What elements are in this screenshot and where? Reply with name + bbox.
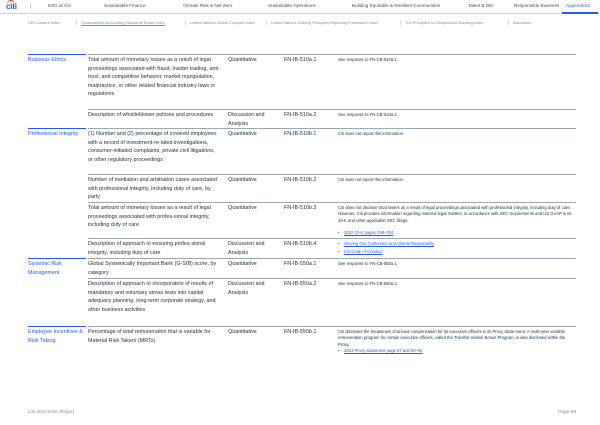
- metric-code: FN-IB-550a.1: [284, 261, 317, 267]
- metric-text: Description of whistleblower policies and procedures: [88, 112, 214, 118]
- metric-category: Quantitative: [228, 57, 257, 63]
- metric-text: Percentage of total remuneration that is variable for Material Risk Takers (MRTs): [88, 329, 211, 344]
- nav-item-climate-risk[interactable]: Climate Risk & Net Zero: [183, 3, 233, 8]
- bullet-icon: •: [338, 249, 340, 254]
- metric-text: (1) Number and (2) percentage of covered employees with a record of investment-re-lated investigations, consumer-initiated complaints, private civil litigations, or other regulatory proceedings: [88, 131, 217, 163]
- link-10k[interactable]: • 2022 10-K pages 298–304: [338, 230, 394, 235]
- sub-nav-divider: [266, 21, 267, 25]
- row-rule: [88, 278, 576, 279]
- nav-item-sustainable-operations[interactable]: Sustainable Operations: [268, 3, 316, 8]
- category-rule: [28, 258, 86, 259]
- link-code-of-conduct[interactable]: • Citi Code of Conduct: [338, 249, 383, 254]
- metric-category: Discussion and Analysis: [228, 112, 265, 127]
- category-label: Employee Incentives & Risk Taking: [28, 329, 83, 344]
- nav-item-sustainable-finance[interactable]: Sustainable Finance: [104, 3, 146, 8]
- metric-category: Quantitative: [228, 205, 257, 211]
- metric-code: FN-IB-510b.1: [284, 131, 317, 137]
- sub-nav-divider: [508, 21, 509, 25]
- response-text: Citi does not report this information.: [338, 177, 405, 182]
- sub-nav-assurance[interactable]: Assurance: [513, 20, 532, 25]
- active-tab-indicator: [562, 12, 598, 14]
- metric-text: Description of approach to incorporation of results of mandatory and voluntary stress tests into capital adequacy planning, long-term corporate strategy, and other business activities: [88, 281, 216, 313]
- sub-nav: [0, 20, 600, 28]
- category-label: Professional Integrity: [28, 131, 79, 137]
- metric-category: Quantitative: [228, 131, 257, 137]
- logo-text: citi: [6, 2, 17, 11]
- response-text: See response to FN-CB-510a.2.: [338, 112, 398, 117]
- footer-report-title: Citi 2022 ESG Report: [28, 410, 75, 415]
- nav-item-communities[interactable]: Building Equitable & Resilient Communities: [352, 3, 441, 8]
- bullet-icon: •: [338, 230, 340, 235]
- metric-code: FN-IB-510b.4: [284, 241, 317, 247]
- metric-code: FN-IB-550b.1: [284, 329, 317, 335]
- category-rule: [28, 128, 86, 129]
- nav-item-talent-dei[interactable]: Talent & DEI: [468, 3, 494, 8]
- metric-text: Global Systemically Important Bank (G-SIB) score, by category: [88, 261, 217, 276]
- metric-code: FN-IB-510b.2: [284, 177, 317, 183]
- bullet-icon: •: [338, 241, 340, 246]
- metric-code: FN-IB-510b.3: [284, 205, 317, 211]
- sub-nav-divider: [185, 21, 186, 25]
- response-text: Citi does not report this information.: [338, 131, 405, 136]
- response-text: Citi does not disclose total losses as a result of legal proceedings associated with professional integrity, including duty of care. However, Citi provides information regarding material legal matters, in accordance with SEC requirements and US GAAP in its 10-K and other applicable SEC filings.: [338, 205, 572, 223]
- row-rule: [88, 174, 576, 175]
- response-text: See response to FN-CB-550a.2.: [338, 281, 398, 286]
- link-serving-customers[interactable]: • Serving Our Customers and Clients Responsibly: [338, 241, 434, 246]
- metric-text: Total amount of monetary losses as a result of legal proceedings associated with fraud, insider trading, anti-trust, anti-competitive behavior, market manipulation, malpractice, or other related financial industry laws or regulations: [88, 57, 220, 98]
- category-label: Business Ethics: [28, 57, 67, 63]
- sub-nav-prb[interactable]: The Principles for Responsible Banking Index: [405, 20, 484, 25]
- metric-category: Quantitative: [228, 329, 257, 335]
- metric-code: FN-IB-510a.2: [284, 112, 317, 118]
- response-text: See response to FN-CB-510a.1.: [338, 57, 398, 62]
- sub-nav-ungp[interactable]: United Nations Guiding Principles Reporting Framework Index: [271, 20, 379, 25]
- category-label: Systemic Risk Management: [28, 261, 62, 276]
- metric-text: Number of mediation and arbitration cases associated with professional integrity, including duty of care, by party: [88, 177, 217, 201]
- response-text: See response to FN-CB-550a.1.: [338, 261, 398, 266]
- metric-category: Quantitative: [228, 177, 257, 183]
- metric-text: Description of approach to ensuring profes-sional integrity, including duty of care: [88, 241, 206, 256]
- logo-arc-icon: [7, 0, 15, 4]
- metric-category: Quantitative: [228, 261, 257, 267]
- nav-item-responsible-business[interactable]: Responsible Business: [514, 3, 560, 8]
- row-rule: [88, 326, 576, 327]
- citi-logo[interactable]: [6, 2, 17, 11]
- row-rule: [88, 128, 576, 129]
- nav-item-appendices[interactable]: Appendices: [566, 3, 591, 8]
- sub-nav-gri[interactable]: GRI Content Index: [28, 20, 61, 25]
- row-rule: [88, 238, 576, 239]
- top-nav: [0, 0, 600, 14]
- sub-nav-sasb[interactable]: Sustainability Accounting Standards Board Index: [81, 20, 165, 25]
- row-rule: [88, 258, 576, 259]
- metric-code: FN-IB-510a.1: [284, 57, 317, 63]
- metric-category: Discussion and Analysis: [228, 281, 265, 296]
- sub-nav-divider: [76, 21, 77, 25]
- row-rule: [88, 54, 576, 55]
- metric-text: Total amount of monetary losses as a result of legal proceedings associated with profes-sional integrity, including duty of care: [88, 205, 211, 229]
- nav-item-esg-at-citi[interactable]: ESG at Citi: [48, 3, 71, 8]
- category-rule: [28, 326, 86, 327]
- sub-nav-divider: [400, 21, 401, 25]
- category-rule: [28, 54, 86, 55]
- response-text: Citi discloses the breakdown of annual compensation for its executive officers in its Proxy State-ment. A multi-year variable remuneration program for certain executive officers, called the Transfor-mation Bonus Program, is also disclosed within the Proxy.: [338, 329, 566, 347]
- row-rule: [88, 202, 576, 203]
- sub-nav-ungc[interactable]: United Nations Global Compact Index: [190, 20, 256, 25]
- metric-code: FN-IB-550a.2: [284, 281, 317, 287]
- row-rule: [88, 109, 576, 110]
- nav-divider: [30, 3, 31, 9]
- footer-page-number: Page 98: [558, 410, 576, 415]
- bullet-icon: •: [338, 348, 340, 353]
- link-proxy-statement[interactable]: • 2023 Proxy Statement page 87 and 90–91: [338, 348, 423, 353]
- metric-category: Discussion and Analysis: [228, 241, 265, 256]
